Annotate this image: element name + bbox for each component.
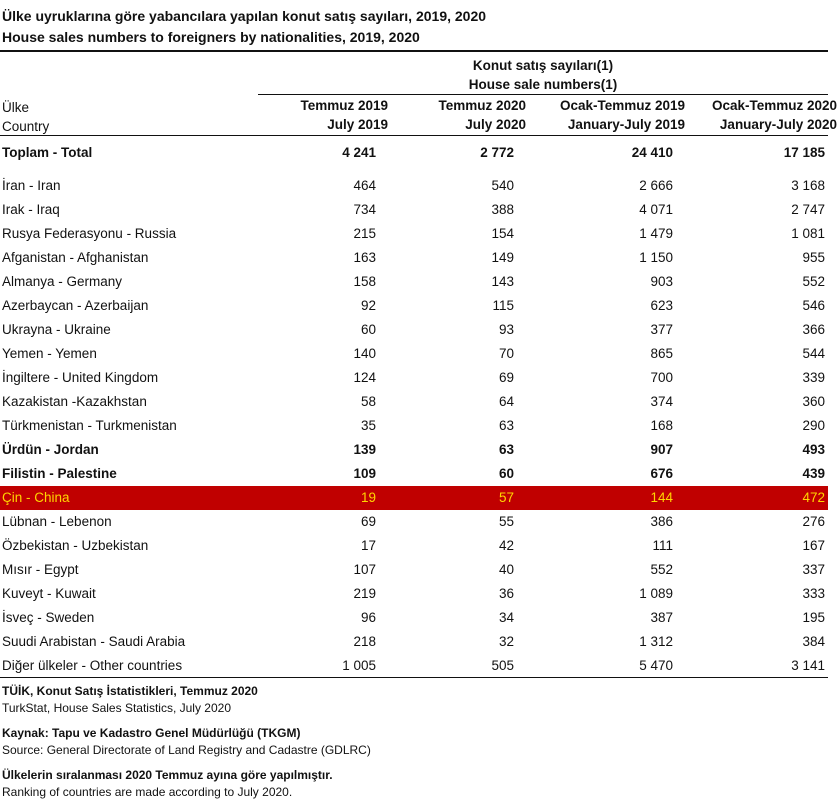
cell-jan-jul-2019: 4 071: [639, 202, 673, 217]
column-header-tr: Ocak-Temmuz 2020: [711, 98, 837, 113]
cell-jan-jul-2020: 955: [802, 250, 825, 265]
cell-jan-jul-2020: 3 141: [791, 658, 825, 673]
table-row: [0, 486, 828, 510]
cell-july-2019: 96: [360, 610, 376, 625]
cell-jan-jul-2020: 339: [802, 370, 825, 385]
table-row: [0, 438, 828, 462]
cell-july-2020: 93: [498, 322, 514, 337]
cell-july-2019: 163: [353, 250, 376, 265]
cell-july-2019: 4 241: [342, 145, 376, 160]
row-country: Diğer ülkeler - Other countries: [2, 658, 183, 673]
cell-jan-jul-2019: 144: [650, 490, 673, 505]
cell-jan-jul-2019: 623: [650, 298, 673, 313]
row-country: İsveç - Sweden: [2, 610, 95, 625]
row-country: Yemen - Yemen: [2, 346, 97, 361]
cell-july-2019: 92: [360, 298, 376, 313]
column-header-en: January-July 2019: [567, 117, 685, 132]
cell-july-2020: 64: [498, 394, 514, 409]
table-bottom-rule: [0, 677, 828, 678]
title-english: House sales numbers to foreigners by nationalities, 2019, 2020: [2, 29, 420, 45]
cell-jan-jul-2020: 439: [802, 466, 825, 481]
cell-jan-jul-2020: 333: [802, 586, 825, 601]
table-notes: [2, 683, 371, 800]
row-country: İngiltere - United Kingdom: [2, 370, 159, 385]
total-row: [0, 141, 828, 165]
cell-jan-jul-2020: 360: [802, 394, 825, 409]
source-tkgm-tr: Kaynak: Tapu ve Kadastro Genel Müdürlüğü (TKGM): [2, 726, 301, 740]
header-group: [258, 56, 828, 94]
row-country: Çin - China: [2, 490, 70, 505]
cell-july-2020: 70: [498, 346, 514, 361]
column-header-jan-jul-2019: [560, 96, 685, 134]
cell-jan-jul-2020: 384: [802, 634, 825, 649]
row-country: Afganistan - Afghanistan: [2, 250, 149, 265]
cell-july-2020: 540: [491, 178, 514, 193]
cell-jan-jul-2019: 386: [650, 514, 673, 529]
table-row: [0, 558, 828, 582]
row-country: Azerbaycan - Azerbaijan: [2, 298, 149, 313]
cell-jan-jul-2019: 552: [650, 562, 673, 577]
group-underline: [258, 94, 828, 95]
table-row: [0, 246, 828, 270]
cell-jan-jul-2020: 1 081: [791, 226, 825, 241]
header-group-en: House sale numbers(1): [468, 77, 618, 92]
cell-jan-jul-2019: 2 666: [639, 178, 673, 193]
cell-july-2020: 57: [498, 490, 514, 505]
cell-july-2019: 464: [353, 178, 376, 193]
cell-jan-jul-2019: 111: [652, 538, 673, 553]
cell-july-2019: 69: [360, 514, 376, 529]
column-header-en: January-July 2020: [719, 117, 837, 132]
table-row: [0, 342, 828, 366]
cell-jan-jul-2020: 544: [802, 346, 825, 361]
table-row: [0, 582, 828, 606]
title-turkish: Ülke uyruklarına göre yabancılara yapılan konut satış sayıları, 2019, 2020: [2, 8, 487, 24]
cell-july-2019: 17: [360, 538, 376, 553]
cell-july-2019: 124: [353, 370, 376, 385]
cell-jan-jul-2020: 3 168: [791, 178, 825, 193]
table-row: [0, 462, 828, 486]
cell-jan-jul-2020: 2 747: [791, 202, 825, 217]
table-row: [0, 174, 828, 198]
cell-july-2020: 115: [492, 298, 514, 313]
header-group-tr: Konut satış sayıları(1): [472, 58, 614, 73]
table-row: [0, 654, 828, 678]
cell-july-2020: 63: [498, 418, 514, 433]
cell-july-2019: 107: [353, 562, 376, 577]
header-country: [2, 98, 49, 136]
table-row: [0, 630, 828, 654]
table-title: [2, 6, 486, 48]
cell-jan-jul-2020: 552: [802, 274, 825, 289]
cell-july-2019: 60: [360, 322, 376, 337]
cell-july-2020: 388: [491, 202, 514, 217]
column-header-tr: Temmuz 2019: [300, 98, 388, 113]
table-row: [0, 270, 828, 294]
cell-july-2019: 109: [353, 466, 376, 481]
cell-july-2020: 60: [498, 466, 514, 481]
cell-july-2020: 55: [498, 514, 514, 529]
row-country: Suudi Arabistan - Saudi Arabia: [2, 634, 186, 649]
cell-jan-jul-2019: 1 150: [639, 250, 673, 265]
cell-jan-jul-2019: 5 470: [639, 658, 673, 673]
cell-july-2019: 139: [353, 442, 376, 457]
cell-jan-jul-2019: 1 089: [639, 586, 673, 601]
cell-jan-jul-2019: 377: [650, 322, 673, 337]
header-country-tr: Ülke: [2, 100, 30, 115]
cell-july-2019: 58: [360, 394, 376, 409]
cell-july-2019: 140: [353, 346, 376, 361]
ranking-note-tr: Ülkelerin sıralanması 2020 Temmuz ayına göre yapılmıştır.: [2, 768, 333, 782]
cell-jan-jul-2020: 167: [802, 538, 825, 553]
row-country: Toplam - Total: [2, 145, 93, 160]
cell-july-2020: 2 772: [480, 145, 514, 160]
cell-july-2019: 219: [353, 586, 376, 601]
cell-jan-jul-2019: 1 312: [639, 634, 673, 649]
table-row: [0, 606, 828, 630]
table-row: [0, 390, 828, 414]
cell-july-2019: 215: [353, 226, 376, 241]
cell-july-2020: 36: [498, 586, 514, 601]
cell-july-2019: 734: [353, 202, 376, 217]
column-header-july-2020: [438, 96, 526, 134]
column-header-en: July 2020: [465, 117, 526, 132]
table-row: [0, 198, 828, 222]
cell-jan-jul-2019: 374: [650, 394, 673, 409]
cell-jan-jul-2020: 17 185: [783, 145, 825, 160]
cell-jan-jul-2019: 903: [650, 274, 673, 289]
table-row: [0, 414, 828, 438]
cell-jan-jul-2019: 676: [650, 466, 673, 481]
cell-jan-jul-2020: 276: [802, 514, 825, 529]
row-country: Mısır - Egypt: [2, 562, 79, 577]
cell-july-2020: 32: [498, 634, 514, 649]
row-country: Kuveyt - Kuwait: [2, 586, 96, 601]
cell-july-2019: 19: [360, 490, 376, 505]
cell-jan-jul-2019: 700: [650, 370, 673, 385]
column-header-tr: Ocak-Temmuz 2019: [559, 98, 685, 113]
row-country: Özbekistan - Uzbekistan: [2, 538, 149, 553]
cell-jan-jul-2019: 907: [650, 442, 673, 457]
cell-jan-jul-2020: 337: [802, 562, 825, 577]
column-header-jan-jul-2020: [712, 96, 837, 134]
row-country: Kazakistan -Kazakhstan: [2, 394, 147, 409]
row-country: Türkmenistan - Turkmenistan: [2, 418, 177, 433]
table-row: [0, 294, 828, 318]
table-row: [0, 366, 828, 390]
cell-jan-jul-2020: 546: [802, 298, 825, 313]
row-country: Filistin - Palestine: [2, 466, 117, 481]
ranking-note-en: Ranking of countries are made according to July 2020.: [2, 784, 293, 799]
cell-july-2019: 218: [353, 634, 376, 649]
cell-july-2020: 154: [491, 226, 514, 241]
cell-july-2020: 143: [491, 274, 514, 289]
cell-july-2020: 42: [498, 538, 514, 553]
header-bottom-rule: [0, 135, 828, 136]
top-rule: [0, 50, 828, 52]
cell-july-2020: 505: [491, 658, 514, 673]
header-country-en: Country: [2, 119, 50, 134]
source-tkgm-en: Source: General Directorate of Land Registry and Cadastre (GDLRC): [2, 742, 371, 757]
column-header-tr: Temmuz 2020: [438, 98, 526, 113]
cell-jan-jul-2019: 24 410: [631, 145, 673, 160]
cell-july-2020: 63: [498, 442, 514, 457]
column-header-july-2019: [300, 96, 388, 134]
row-country: Rusya Federasyonu - Russia: [2, 226, 177, 241]
column-header-en: July 2019: [327, 117, 388, 132]
table-row: [0, 534, 828, 558]
source-turkstat-en: TurkStat, House Sales Statistics, July 2020: [2, 700, 231, 715]
row-country: Lübnan - Lebenon: [2, 514, 112, 529]
cell-july-2019: 35: [360, 418, 376, 433]
cell-jan-jul-2019: 1 479: [639, 226, 673, 241]
cell-jan-jul-2020: 472: [802, 490, 825, 505]
cell-jan-jul-2020: 493: [802, 442, 825, 457]
cell-jan-jul-2020: 195: [802, 610, 825, 625]
row-country: Almanya - Germany: [2, 274, 123, 289]
row-country: Irak - Iraq: [2, 202, 60, 217]
row-country: Ürdün - Jordan: [2, 442, 99, 457]
cell-july-2020: 69: [498, 370, 514, 385]
cell-july-2020: 149: [491, 250, 514, 265]
cell-july-2020: 34: [498, 610, 514, 625]
table-row: [0, 222, 828, 246]
cell-jan-jul-2019: 865: [650, 346, 673, 361]
source-turkstat-tr: TÜİK, Konut Satış İstatistikleri, Temmuz 2020: [2, 684, 258, 698]
row-country: İran - Iran: [2, 178, 61, 193]
cell-jan-jul-2020: 366: [802, 322, 825, 337]
cell-jan-jul-2020: 290: [802, 418, 825, 433]
cell-july-2020: 40: [498, 562, 514, 577]
table-row: [0, 510, 828, 534]
cell-jan-jul-2019: 168: [650, 418, 673, 433]
cell-july-2019: 1 005: [342, 658, 376, 673]
cell-jan-jul-2019: 387: [650, 610, 673, 625]
table-row: [0, 318, 828, 342]
row-country: Ukrayna - Ukraine: [2, 322, 111, 337]
cell-july-2019: 158: [353, 274, 376, 289]
